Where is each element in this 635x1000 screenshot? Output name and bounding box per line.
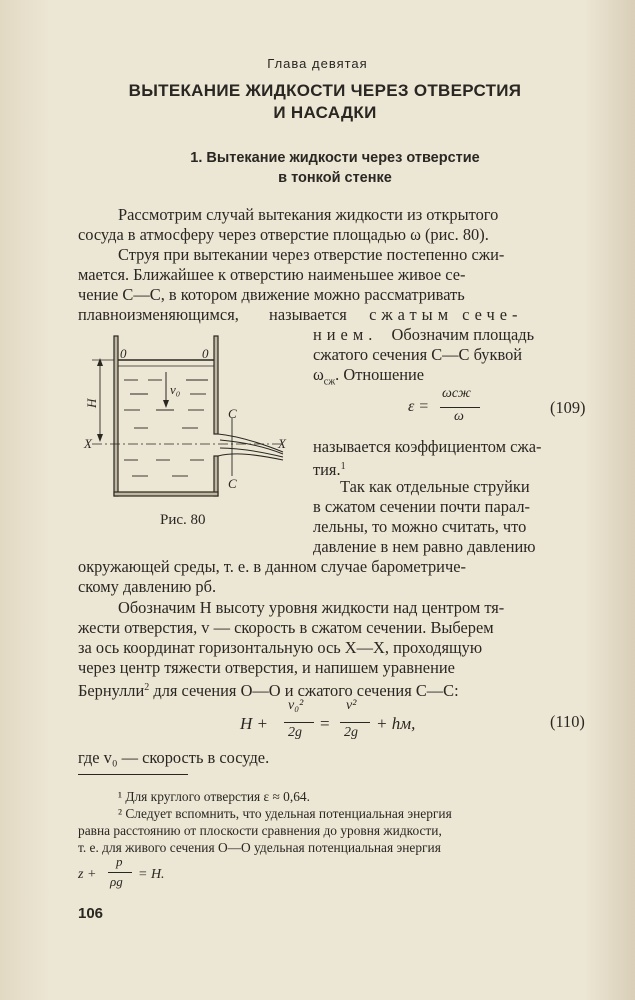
fn2-eq-denominator: ρg bbox=[110, 874, 123, 889]
eq110-numerator-1: v₀² bbox=[288, 698, 304, 713]
label-c-top: C bbox=[228, 406, 237, 421]
word-plavno: плавноизменяющимся, bbox=[78, 305, 239, 324]
text-oboznachim: Обозначим площадь bbox=[391, 325, 535, 344]
omega-symbol: ω bbox=[313, 365, 324, 384]
footnote-2-line-2: равна расстоянию от плоскости сравнения до уровня жидкости, bbox=[78, 823, 442, 838]
term-sechenie: нием. bbox=[313, 325, 378, 344]
text-otnoshenie: . Отношение bbox=[335, 365, 425, 384]
paragraph-4-line-2: в сжатом сечении почти парал- bbox=[313, 497, 530, 516]
equation-110-number: (110) bbox=[550, 712, 585, 731]
paragraph-5-line-5 bbox=[78, 678, 459, 701]
paragraph-5-line-3: за ось координат горизонтальную ось X—X, проходящую bbox=[78, 638, 483, 657]
fn2-eq-fraction-bar bbox=[108, 872, 132, 873]
label-x-right: X bbox=[278, 436, 286, 451]
paragraph-3-line-1: называется коэффициентом сжа- bbox=[313, 437, 542, 456]
eq110-h-term: H + bbox=[240, 714, 268, 733]
paragraph-4-line-4: давление в нем равно давлению bbox=[313, 537, 536, 556]
footnote-ref-1: 1 bbox=[340, 461, 346, 472]
equation-109 bbox=[408, 388, 498, 428]
paragraph-1-line-2: сосуда в атмосферу через отверстие площадью ω (рис. 80). bbox=[78, 225, 489, 244]
eq110-hm-term: + hм, bbox=[376, 714, 416, 733]
eq110-numerator-2: v² bbox=[346, 698, 357, 713]
paragraph-5-line-2: жести отверстия, v — скорость в сжатом сечении. Выберем bbox=[78, 618, 494, 637]
text-tiya: тия. bbox=[313, 460, 341, 479]
footnote-1: ¹ Для круглого отверстия ε ≈ 0,64. bbox=[118, 789, 310, 804]
chapter-title-line-1: ВЫТЕКАНИЕ ЖИДКОСТИ ЧЕРЕЗ ОТВЕРСТИЯ bbox=[128, 81, 522, 100]
page-number: 106 bbox=[78, 905, 104, 922]
label-x-left: X bbox=[84, 436, 92, 451]
eq109-denominator: ω bbox=[454, 409, 464, 424]
paragraph-4-line-1: Так как отдельные струйки bbox=[340, 477, 530, 496]
eq110-fraction-bar-1 bbox=[284, 722, 314, 723]
fn2-eq-numerator: p bbox=[116, 854, 123, 869]
paragraph-1-line-1: Рассмотрим случай вытекания жидкости из открытого bbox=[118, 205, 499, 224]
chapter-title-line-2: И НАСАДКИ bbox=[273, 103, 377, 122]
h-arrow-top bbox=[97, 358, 103, 366]
label-h: H bbox=[84, 398, 99, 408]
footnote-2-equation bbox=[78, 855, 218, 895]
v0-arrowhead bbox=[163, 400, 169, 408]
paragraph-5-line-1: Обозначим H высоту уровня жидкости над центром тя- bbox=[118, 598, 505, 617]
eq109-numerator: ωсж bbox=[442, 386, 471, 401]
equation-109-number: (109) bbox=[550, 398, 586, 417]
eq110-denominator-1: 2g bbox=[288, 725, 302, 740]
paragraph-6: где v₀ — скорость в сосуде. bbox=[78, 748, 270, 767]
chapter-heading: Глава девятая bbox=[267, 56, 368, 71]
figure-80-caption: Рис. 80 bbox=[160, 512, 206, 528]
equation-110 bbox=[240, 700, 540, 748]
paragraph-5-line-4: через центр тяжести отверстия, и напишем уравнение bbox=[78, 658, 455, 677]
section-title bbox=[130, 148, 540, 188]
eq109-lhs: ε = bbox=[408, 398, 430, 415]
omega-subscript: сж bbox=[323, 376, 336, 388]
footnote-2-line-1: ² Следует вспомнить, что удельная потенциальная энергия bbox=[118, 806, 452, 821]
label-v0: v₀ bbox=[170, 382, 181, 397]
paragraph-2-line-3: чение C—C, в котором движение можно рассматривать bbox=[78, 285, 465, 304]
paragraph-2-line-5 bbox=[313, 325, 534, 345]
footnote-ref-2: 2 bbox=[144, 682, 150, 693]
text-bernoulli: Бернулли bbox=[78, 681, 145, 700]
paragraph-2-line-1: Струя при вытекании через отверстие постепенно сжи- bbox=[118, 245, 505, 264]
eq110-equals: = bbox=[320, 714, 330, 733]
label-c-bottom: C bbox=[228, 476, 237, 491]
fn2-eq-z: z + bbox=[78, 867, 97, 882]
chapter-title bbox=[110, 80, 540, 124]
text-dlya-secheniya: для сечения O—O и сжатого сечения C—C: bbox=[153, 681, 459, 700]
footnote-2-line-3: т. е. для живого сечения O—O удельная потенциальная энергия bbox=[78, 840, 441, 855]
eq110-denominator-2: 2g bbox=[344, 725, 358, 740]
fn2-eq-tail: = H. bbox=[138, 867, 165, 882]
paragraph-4-line-3: лельны, то можно считать, что bbox=[313, 517, 527, 536]
paragraph-2-line-2: мается. Ближайшее к отверстию наименьшее живое се- bbox=[78, 265, 466, 284]
figure-80-vessel-diagram bbox=[78, 328, 308, 504]
section-title-line-1: 1. Вытекание жидкости через отверстие bbox=[190, 150, 480, 166]
eq110-fraction-bar-2 bbox=[340, 722, 370, 723]
footnote-rule bbox=[78, 774, 188, 775]
word-nazyvaetsya: называется bbox=[269, 305, 347, 324]
label-o-left: 0 bbox=[120, 346, 127, 361]
section-title-line-2: в тонкой стенке bbox=[278, 170, 392, 186]
jet-stream bbox=[218, 434, 283, 460]
eq109-fraction-bar bbox=[440, 407, 480, 408]
paragraph-4-line-6: скому давлению pб. bbox=[78, 577, 217, 596]
h-arrow-bottom bbox=[97, 434, 103, 442]
paragraph-4-line-5: окружающей среды, т. е. в данном случае барометриче- bbox=[78, 557, 466, 576]
paragraph-2-line-4 bbox=[78, 305, 522, 325]
term-szhatym: сжатым сече- bbox=[369, 305, 523, 324]
paragraph-2-line-6: сжатого сечения C—C буквой bbox=[313, 345, 523, 364]
label-o-right: 0 bbox=[202, 346, 209, 361]
